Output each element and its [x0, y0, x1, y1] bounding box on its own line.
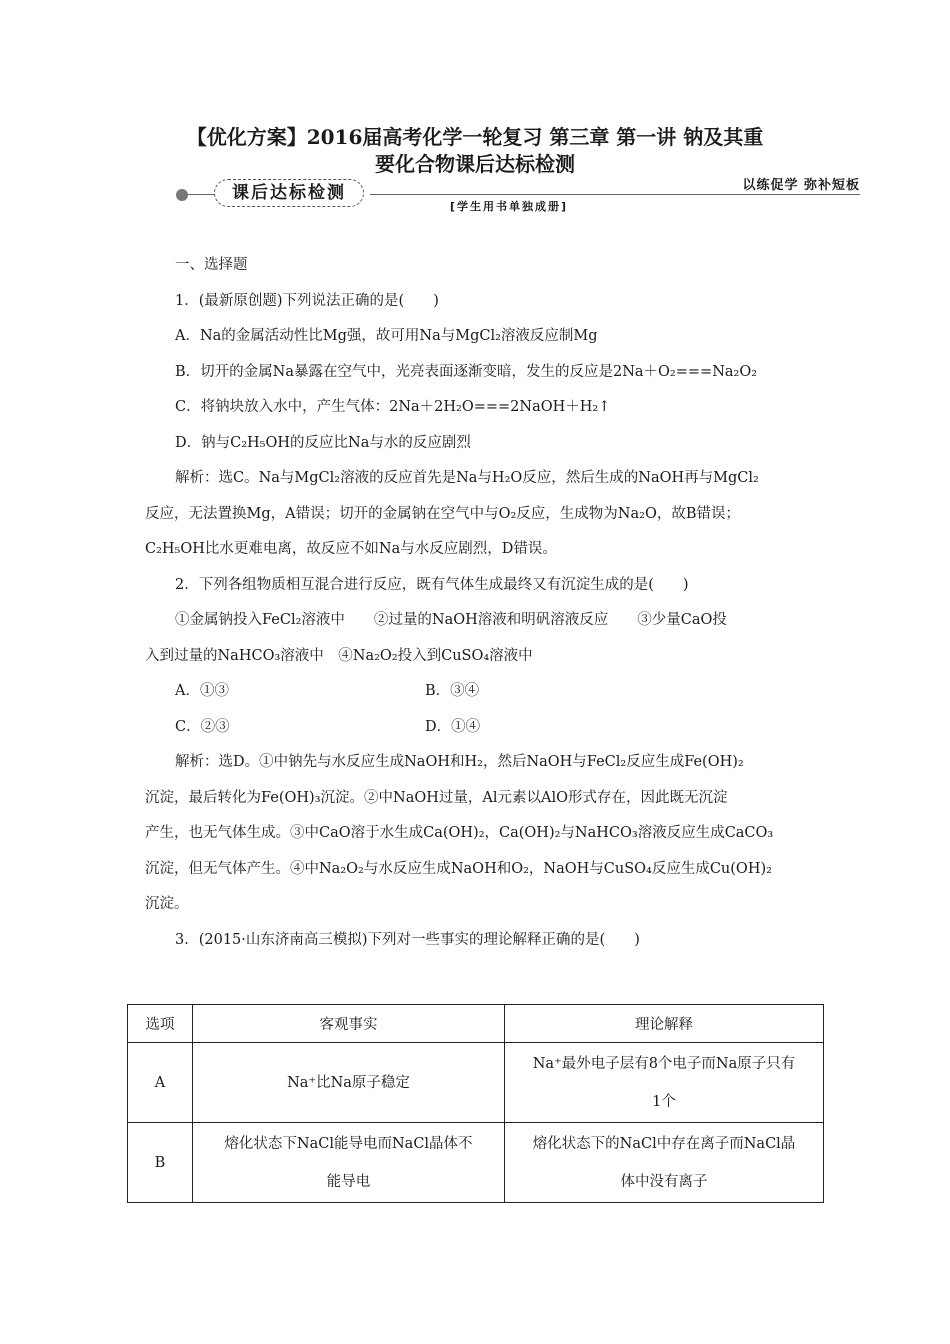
q1-analysis-line: C₂H₅OH比水更难电离，故反应不如Na与水反应剧烈，D错误。: [145, 541, 557, 557]
q3-table: [127, 1004, 824, 1203]
q2-analysis-line: 解析：选D。①中钠先与水反应生成NaOH和H₂，然后NaOH与FeCl₂反应生成Fe(OH)₂: [175, 754, 744, 770]
table-row: [128, 1123, 824, 1203]
table-cell-fact: Na⁺比Na原子稳定: [193, 1043, 505, 1123]
table-header-cell: 理论解释: [505, 1005, 824, 1043]
q2-options-row: [145, 674, 825, 710]
cell-line: Na⁺最外电子层有8个电子而Na原子只有: [532, 1055, 796, 1072]
q2-analysis-line: 沉淀。: [145, 896, 189, 912]
table-cell-theory: [505, 1123, 824, 1203]
table-cell-option: A: [128, 1043, 193, 1123]
q1-analysis-line: 反应，无法置换Mg，A错误；切开的金属钠在空气中与O₂反应，生成物为Na₂O，故B错误；: [145, 505, 740, 522]
q2-analysis-line: 产生，也无气体生成。③中CaO溶于水生成Ca(OH)₂，Ca(OH)₂与NaHCO₃溶液反应生成CaCO₃: [145, 825, 774, 841]
question-content: [145, 248, 825, 958]
bullet-dot-icon: [176, 189, 188, 201]
table-header-cell: 客观事实: [193, 1005, 505, 1043]
q2-option-c: C．②③: [175, 718, 230, 735]
cell-line: 体中没有离子: [620, 1173, 708, 1190]
q2-option-b: B．③④: [425, 683, 480, 699]
page-title-line2: 要化合物课后达标检测: [375, 152, 575, 176]
table-header-cell: 选项: [128, 1005, 193, 1043]
q2-items-line: ①金属钠投入FeCl₂溶液中 ②过量的NaOH溶液和明矾溶液反应 ③少量CaO投: [175, 612, 727, 628]
section-heading: 一、选择题: [175, 257, 248, 273]
cell-line: 1个: [652, 1093, 676, 1110]
banner-subtitle: [学生用书单独成册]: [450, 200, 569, 213]
table-row: [128, 1043, 824, 1123]
banner-label: 课后达标检测: [214, 179, 364, 207]
q2-analysis-line: 沉淀，但无气体产生。④中Na₂O₂与水反应生成NaOH和O₂，NaOH与CuSO₄反应生成Cu(OH)₂: [145, 860, 772, 877]
q2-option-a: A．①③: [175, 683, 229, 699]
q2-option-d: D．①④: [425, 718, 481, 735]
q1-option-b: B．切开的金属Na暴露在空气中，光亮表面逐渐变暗，发生的反应是2Na＋O₂===Na₂O₂: [175, 363, 758, 380]
q2-stem: 2．下列各组物质相互混合进行反应，既有气体生成最终又有沉淀生成的是( ): [175, 576, 689, 593]
page-title-line1: 【优化方案】2016届高考化学一轮复习 第三章 第一讲 钠及其重: [186, 125, 764, 149]
divider: [370, 194, 860, 195]
q1-analysis-line: 解析：选C。Na与MgCl₂溶液的反应首先是Na与H₂O反应，然后生成的NaOH再与MgCl₂: [175, 470, 759, 486]
q1-stem: 1．(最新原创题)下列说法正确的是( ): [175, 292, 439, 309]
page-title: [140, 124, 810, 178]
q2-items-line: 入到过量的NaHCO₃溶液中 ④Na₂O₂投入到CuSO₄溶液中: [145, 647, 533, 664]
q2-analysis-line: 沉淀，最后转化为Fe(OH)₃沉淀。②中NaOH过量，Al元素以AlO形式存在，因此既无沉淀: [145, 789, 728, 806]
table-header-row: [128, 1005, 824, 1043]
table-cell-fact: [193, 1123, 505, 1203]
divider: [188, 194, 216, 195]
q1-option-a: A．Na的金属活动性比Mg强，故可用Na与MgCl₂溶液反应制Mg: [175, 328, 598, 344]
section-banner: [170, 178, 860, 218]
q1-option-c: C．将钠块放入水中，产生气体：2Na＋2H₂O===2NaOH＋H₂↑: [175, 399, 611, 415]
cell-line: 能导电: [326, 1173, 371, 1190]
banner-slogan: 以练促学 弥补短板: [742, 178, 860, 193]
cell-line: 熔化状态下的NaCl中存在离子而NaCl晶: [532, 1135, 796, 1152]
cell-line: 熔化状态下NaCl能导电而NaCl晶体不: [224, 1135, 473, 1152]
q1-option-d: D．钠与C₂H₅OH的反应比Na与水的反应剧烈: [175, 434, 471, 451]
q3-stem: 3．(2015·山东济南高三模拟)下列对一些事实的理论解释正确的是( ): [175, 931, 640, 948]
table-cell-option: B: [128, 1123, 193, 1203]
q2-options-row: [145, 710, 825, 746]
table-cell-theory: [505, 1043, 824, 1123]
